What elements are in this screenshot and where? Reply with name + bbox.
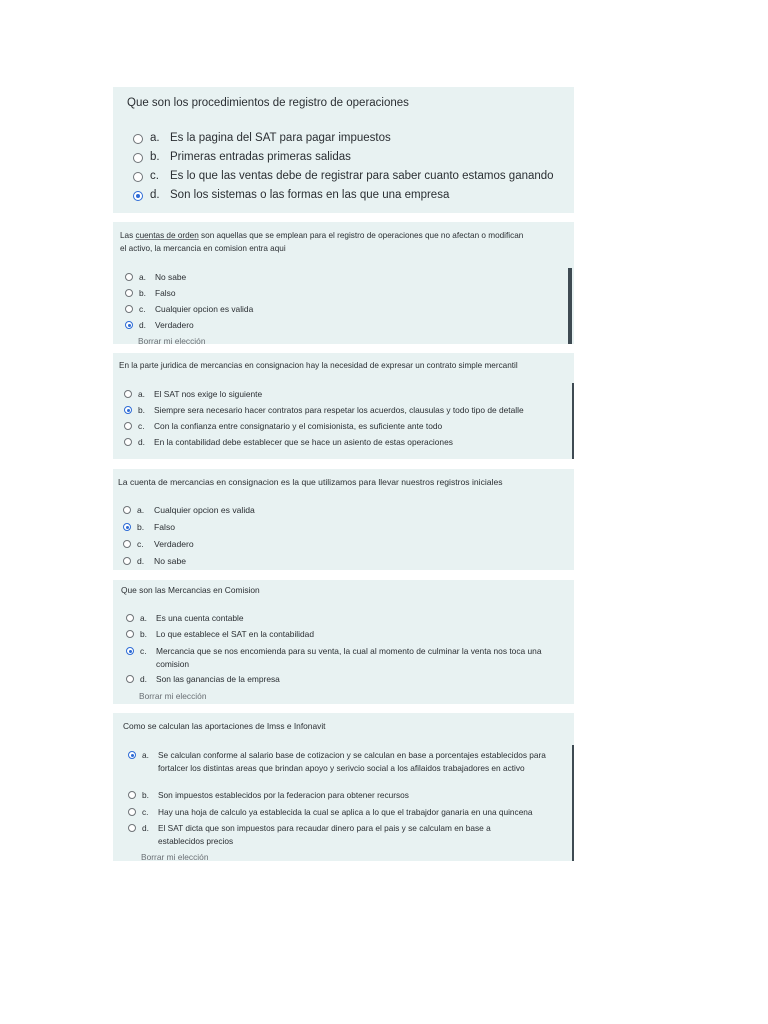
- option-label: No sabe: [154, 556, 187, 566]
- option-label: Son impuestos establecidos por la federacion para obtener recursos: [158, 790, 409, 800]
- cuentas-de-orden-link[interactable]: cuentas de orden: [135, 231, 199, 240]
- radio-button[interactable]: [123, 540, 131, 548]
- question-text: La cuenta de mercancias en consignacion es la que utilizamos para llevar nuestros registros iniciales: [118, 477, 503, 487]
- option-label: Primeras entradas primeras salidas: [170, 151, 351, 163]
- option-label: El SAT nos exige lo siguiente: [154, 389, 263, 399]
- question-card-2: [113, 222, 574, 344]
- question-card-3: [113, 353, 574, 459]
- option-letter: d.: [150, 189, 160, 201]
- option-label: Cualquier opcion es valida: [155, 304, 254, 314]
- radio-button[interactable]: [125, 273, 133, 281]
- option-label: Cualquier opcion es valida: [154, 505, 255, 515]
- option-d[interactable]: [123, 556, 186, 566]
- question-card-5: [113, 580, 574, 704]
- option-b[interactable]: [126, 629, 314, 639]
- option-c[interactable]: [128, 807, 533, 817]
- option-letter: a.: [140, 613, 147, 623]
- option-letter: a.: [139, 272, 146, 282]
- option-letter: c.: [140, 646, 147, 656]
- option-label: Hay una hoja de calculo ya establecida la cual se aplica a lo que el trabajdor ganaria en una quincena: [158, 807, 533, 817]
- radio-button[interactable]: [133, 172, 143, 182]
- question-card-4: [113, 469, 574, 570]
- option-label: Se calculan conforme al salario base de cotizacion y se calculan en base a porcentajes establecidos para fortalcer los distintas areas que brindan apoyo y serivcio social a los afilaidos trabajadores en activo: [158, 750, 546, 773]
- radio-button[interactable]: [133, 134, 143, 144]
- radio-button[interactable]: [125, 305, 133, 313]
- option-label: Son las ganancias de la empresa: [156, 674, 280, 684]
- option-a[interactable]: [125, 272, 186, 282]
- option-d[interactable]: [125, 320, 194, 330]
- option-letter: a.: [142, 750, 149, 760]
- option-letter: b.: [150, 151, 160, 163]
- option-letter: c.: [137, 539, 144, 549]
- option-label: Siempre sera necesario hacer contratos para respetar los acuerdos, clausulas y todo tipo de detalle: [154, 405, 524, 415]
- radio-button[interactable]: [124, 390, 132, 398]
- radio-button[interactable]: [128, 808, 136, 816]
- scrollbar[interactable]: [572, 745, 574, 861]
- clear-choice-link[interactable]: Borrar mi elección: [138, 336, 206, 344]
- option-d[interactable]: [128, 822, 538, 848]
- option-a[interactable]: [126, 613, 244, 623]
- option-b[interactable]: [133, 151, 351, 163]
- option-c[interactable]: [126, 645, 574, 671]
- radio-button[interactable]: [128, 824, 136, 832]
- option-c[interactable]: [125, 304, 253, 314]
- question-text-line2: el activo, la mercancia en comision entra aqui: [120, 244, 286, 253]
- option-label: Falso: [154, 522, 176, 532]
- scrollbar[interactable]: [572, 383, 574, 459]
- option-letter: c.: [150, 170, 159, 182]
- question-card-1: [113, 87, 574, 213]
- option-d[interactable]: [124, 437, 453, 447]
- radio-button-selected[interactable]: [123, 523, 131, 531]
- radio-button[interactable]: [126, 675, 134, 683]
- question-text: [120, 231, 523, 240]
- question-text: Que son los procedimientos de registro de operaciones: [127, 97, 409, 109]
- option-a[interactable]: [128, 749, 570, 775]
- question-rest: son aquellas que se emplean para el registro de operaciones que no afectan o modifican: [198, 231, 524, 240]
- option-letter: d.: [138, 437, 145, 447]
- radio-button[interactable]: [125, 289, 133, 297]
- option-label: Lo que establece el SAT en la contabilidad: [156, 629, 314, 639]
- radio-button[interactable]: [124, 422, 132, 430]
- option-label: Son los sistemas o las formas en las que una empresa: [170, 189, 450, 201]
- radio-button[interactable]: [128, 791, 136, 799]
- option-a[interactable]: [124, 389, 262, 399]
- scrollbar[interactable]: [568, 268, 572, 344]
- option-label: Con la confianza entre consignatario y el comisionista, es suficiente ante todo: [154, 421, 443, 431]
- option-label: Es una cuenta contable: [156, 613, 244, 623]
- radio-button-selected[interactable]: [124, 406, 132, 414]
- option-label: Es la pagina del SAT para pagar impuestos: [170, 132, 391, 144]
- option-label: Mercancia que se nos encomienda para su venta, la cual al momento de culminar la venta nos toca una comision: [156, 646, 542, 669]
- option-a[interactable]: [123, 505, 255, 515]
- radio-button[interactable]: [126, 614, 134, 622]
- option-letter: b.: [142, 790, 149, 800]
- radio-button-selected[interactable]: [126, 647, 134, 655]
- radio-button-selected[interactable]: [133, 191, 143, 201]
- option-letter: b.: [138, 405, 145, 415]
- question-text: En la parte juridica de mercancias en consignacion hay la necesidad de expresar un contrato simple mercantil: [119, 361, 518, 370]
- option-label: No sabe: [155, 272, 187, 282]
- option-c[interactable]: [123, 539, 194, 549]
- option-c[interactable]: [133, 170, 554, 182]
- option-letter: c.: [139, 304, 146, 314]
- option-d[interactable]: [133, 189, 449, 201]
- radio-button[interactable]: [123, 557, 131, 565]
- question-prefix: Las: [120, 231, 136, 240]
- radio-button[interactable]: [124, 438, 132, 446]
- radio-button[interactable]: [126, 630, 134, 638]
- option-label: Verdadero: [154, 539, 194, 549]
- radio-button-selected[interactable]: [128, 751, 136, 759]
- radio-button-selected[interactable]: [125, 321, 133, 329]
- question-card-6: [113, 713, 574, 861]
- option-letter: a.: [137, 505, 145, 515]
- option-b[interactable]: [123, 522, 175, 532]
- option-letter: d.: [140, 674, 147, 684]
- option-letter: a.: [138, 389, 145, 399]
- radio-button[interactable]: [123, 506, 131, 514]
- clear-choice-link[interactable]: Borrar mi elección: [139, 691, 207, 701]
- radio-button[interactable]: [133, 153, 143, 163]
- option-letter: a.: [150, 132, 160, 144]
- option-letter: b.: [137, 522, 145, 532]
- option-letter: b.: [139, 288, 146, 298]
- option-b[interactable]: [128, 790, 409, 800]
- question-text: Que son las Mercancias en Comision: [121, 585, 260, 595]
- option-b[interactable]: [125, 288, 175, 298]
- question-text: Como se calculan las aportaciones de Imss e Infonavit: [123, 721, 326, 731]
- option-letter: d.: [142, 823, 149, 833]
- option-label: Verdadero: [155, 320, 194, 330]
- option-label: Es lo que las ventas debe de registrar para saber cuanto estamos ganando: [170, 170, 554, 182]
- option-label: En la contabilidad debe establecer que se hace un asiento de estas operaciones: [154, 437, 453, 447]
- option-letter: d.: [139, 320, 146, 330]
- option-label: Falso: [155, 288, 176, 298]
- option-d[interactable]: [126, 674, 280, 684]
- clear-choice-link[interactable]: Borrar mi elección: [141, 852, 209, 861]
- option-letter: d.: [137, 556, 145, 566]
- option-label: El SAT dicta que son impuestos para recaudar dinero para el pais y se calculam en base a establecidos precios: [158, 823, 491, 846]
- option-b[interactable]: [124, 405, 524, 415]
- option-a[interactable]: [133, 132, 391, 144]
- option-letter: b.: [140, 629, 147, 639]
- option-letter: c.: [142, 807, 149, 817]
- option-c[interactable]: [124, 421, 442, 431]
- option-letter: c.: [138, 421, 145, 431]
